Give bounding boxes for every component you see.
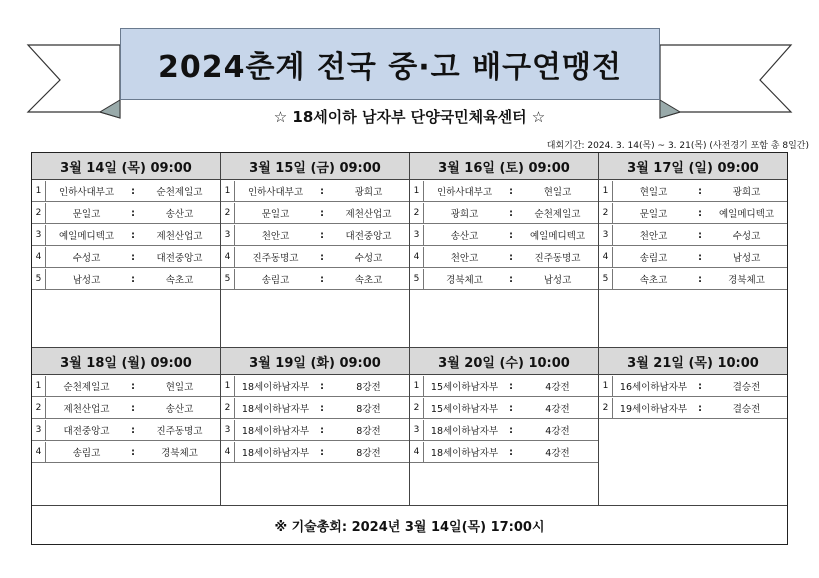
match-row	[32, 420, 220, 441]
day-column	[410, 153, 599, 347]
day-header: 3월 21일 (목) 10:00	[599, 348, 787, 375]
team-a: 제천산업고	[63, 404, 110, 415]
team-a: 순천제일고	[63, 382, 110, 393]
team-a: 문일고	[639, 209, 668, 220]
vs-separator: :	[509, 251, 513, 263]
match-row	[32, 269, 220, 290]
team-a: 인하사대부고	[436, 187, 493, 198]
team-a: 경북체고	[446, 275, 483, 286]
team-a: 천안고	[261, 231, 290, 242]
team-a: 송림고	[639, 253, 668, 264]
match-number: 1	[32, 376, 46, 396]
vs-separator: :	[131, 229, 135, 241]
team-a: 18세이하남자부	[241, 426, 310, 437]
match-number: 1	[221, 376, 235, 396]
match-row	[599, 203, 787, 224]
team-a: 문일고	[72, 209, 101, 220]
team-a: 15세이하남자부	[430, 404, 499, 415]
match-row	[221, 376, 409, 397]
schedule-week-1	[32, 153, 787, 347]
match-number: 4	[599, 247, 613, 267]
vs-separator: :	[509, 207, 513, 219]
day-column	[221, 348, 410, 506]
match-row	[221, 269, 409, 290]
match-row	[599, 225, 787, 246]
team-a: 천안고	[639, 231, 668, 242]
day-column	[599, 153, 787, 347]
day-header: 3월 15일 (금) 09:00	[221, 153, 409, 180]
team-b: 4강전	[545, 404, 570, 415]
match-number: 4	[32, 247, 46, 267]
match-number: 3	[221, 420, 235, 440]
team-a: 예일메디텍고	[58, 231, 115, 242]
tournament-period: 대회기간: 2024. 3. 14(목) ~ 3. 21(목) (사전경기 포함 총 8일간)	[546, 141, 809, 151]
schedule-week-2	[32, 347, 787, 506]
subtitle: ☆ 18세이하 남자부 단양국민체육센터 ☆	[273, 108, 546, 126]
team-b: 예일메디텍고	[529, 231, 586, 242]
match-number: 1	[599, 181, 613, 201]
team-b: 송산고	[165, 209, 194, 220]
vs-separator: :	[509, 424, 513, 436]
match-row	[599, 181, 787, 202]
team-b: 현일고	[543, 187, 572, 198]
day-header: 3월 14일 (목) 09:00	[32, 153, 220, 180]
day-header: 3월 16일 (토) 09:00	[410, 153, 598, 180]
schedule-table	[31, 152, 788, 545]
match-number: 1	[410, 181, 424, 201]
team-b: 예일메디텍고	[718, 209, 775, 220]
match-row	[221, 420, 409, 441]
day-column	[32, 348, 221, 506]
vs-separator: :	[509, 185, 513, 197]
match-number: 2	[410, 398, 424, 418]
vs-separator: :	[698, 402, 702, 414]
match-row	[221, 203, 409, 224]
match-number: 2	[32, 203, 46, 223]
team-b: 수성고	[354, 253, 383, 264]
day-column	[32, 153, 221, 347]
vs-separator: :	[320, 380, 324, 392]
team-b: 속초고	[165, 275, 194, 286]
match-number: 4	[221, 442, 235, 462]
match-number: 2	[599, 203, 613, 223]
vs-separator: :	[698, 185, 702, 197]
day-column	[410, 348, 599, 506]
vs-separator: :	[509, 380, 513, 392]
team-b: 현일고	[165, 382, 194, 393]
vs-separator: :	[320, 446, 324, 458]
match-row	[32, 442, 220, 463]
team-b: 4강전	[545, 426, 570, 437]
match-row	[221, 398, 409, 419]
vs-separator: :	[320, 185, 324, 197]
team-a: 천안고	[450, 253, 479, 264]
match-number: 3	[599, 225, 613, 245]
team-a: 18세이하남자부	[430, 448, 499, 459]
team-b: 8강전	[356, 382, 381, 393]
match-row	[410, 203, 598, 224]
match-number: 5	[32, 269, 46, 289]
day-column	[221, 153, 410, 347]
match-row	[32, 181, 220, 202]
team-a: 인하사대부고	[58, 187, 115, 198]
vs-separator: :	[131, 446, 135, 458]
match-row	[410, 269, 598, 290]
match-number: 3	[410, 225, 424, 245]
team-a: 송림고	[261, 275, 290, 286]
vs-separator: :	[131, 185, 135, 197]
match-number: 2	[32, 398, 46, 418]
vs-separator: :	[698, 207, 702, 219]
match-row	[410, 420, 598, 441]
team-a: 19세이하남자부	[619, 404, 688, 415]
match-number: 2	[410, 203, 424, 223]
team-b: 남성고	[543, 275, 572, 286]
day-column	[599, 348, 787, 506]
team-b: 대전중앙고	[156, 253, 203, 264]
match-number: 3	[32, 225, 46, 245]
vs-separator: :	[698, 273, 702, 285]
team-b: 수성고	[732, 231, 761, 242]
team-b: 광희고	[732, 187, 761, 198]
vs-separator: :	[320, 402, 324, 414]
team-a: 진주동명고	[252, 253, 299, 264]
team-b: 제천산업고	[156, 231, 203, 242]
technical-meeting-note: ※ 기술총회: 2024년 3월 14일(목) 17:00시	[32, 505, 787, 544]
team-b: 4강전	[545, 382, 570, 393]
team-a: 18세이하남자부	[241, 382, 310, 393]
team-b: 진주동명고	[156, 426, 203, 437]
match-number: 4	[32, 442, 46, 462]
team-a: 광희고	[450, 209, 479, 220]
team-b: 순천제일고	[534, 209, 581, 220]
match-row	[221, 442, 409, 463]
match-number: 5	[221, 269, 235, 289]
match-row	[32, 247, 220, 268]
match-number: 3	[32, 420, 46, 440]
page-title: 2024춘계 전국 중·고 배구연맹전	[120, 28, 660, 100]
team-b: 순천제일고	[156, 187, 203, 198]
team-b: 대전중앙고	[345, 231, 392, 242]
match-row	[410, 398, 598, 419]
team-b: 8강전	[356, 448, 381, 459]
vs-separator: :	[320, 229, 324, 241]
vs-separator: :	[320, 207, 324, 219]
match-number: 5	[599, 269, 613, 289]
vs-separator: :	[131, 251, 135, 263]
match-number: 2	[221, 203, 235, 223]
team-a: 현일고	[639, 187, 668, 198]
day-header: 3월 18일 (월) 09:00	[32, 348, 220, 375]
team-b: 8강전	[356, 404, 381, 415]
team-a: 송림고	[72, 448, 101, 459]
match-number: 2	[221, 398, 235, 418]
team-b: 경북체고	[161, 448, 198, 459]
match-number: 1	[221, 181, 235, 201]
match-row	[32, 203, 220, 224]
vs-separator: :	[320, 424, 324, 436]
team-b: 속초고	[354, 275, 383, 286]
vs-separator: :	[698, 251, 702, 263]
vs-separator: :	[320, 251, 324, 263]
team-a: 수성고	[72, 253, 101, 264]
match-row	[410, 442, 598, 463]
team-b: 결승전	[732, 404, 761, 415]
match-number: 3	[410, 420, 424, 440]
team-a: 18세이하남자부	[241, 448, 310, 459]
match-row	[410, 376, 598, 397]
match-number: 3	[221, 225, 235, 245]
match-number: 4	[221, 247, 235, 267]
match-row	[410, 225, 598, 246]
vs-separator: :	[131, 207, 135, 219]
team-b: 광희고	[354, 187, 383, 198]
match-row	[599, 376, 787, 397]
team-a: 16세이하남자부	[619, 382, 688, 393]
team-b: 제천산업고	[345, 209, 392, 220]
team-a: 속초고	[639, 275, 668, 286]
match-row	[221, 225, 409, 246]
match-row	[410, 247, 598, 268]
day-header: 3월 17일 (일) 09:00	[599, 153, 787, 180]
team-a: 18세이하남자부	[430, 426, 499, 437]
match-number: 4	[410, 247, 424, 267]
team-a: 인하사대부고	[247, 187, 304, 198]
team-a: 대전중앙고	[63, 426, 110, 437]
vs-separator: :	[509, 402, 513, 414]
day-header: 3월 20일 (수) 10:00	[410, 348, 598, 375]
match-number: 2	[599, 398, 613, 418]
vs-separator: :	[509, 273, 513, 285]
match-number: 1	[32, 181, 46, 201]
team-b: 4강전	[545, 448, 570, 459]
match-number: 5	[410, 269, 424, 289]
team-b: 8강전	[356, 426, 381, 437]
match-row	[221, 247, 409, 268]
team-a: 남성고	[72, 275, 101, 286]
match-row	[32, 376, 220, 397]
vs-separator: :	[509, 446, 513, 458]
day-header: 3월 19일 (화) 09:00	[221, 348, 409, 375]
team-a: 문일고	[261, 209, 290, 220]
match-number: 4	[410, 442, 424, 462]
match-row	[32, 398, 220, 419]
team-b: 경북체고	[728, 275, 765, 286]
team-b: 결승전	[732, 382, 761, 393]
vs-separator: :	[698, 380, 702, 392]
team-a: 15세이하남자부	[430, 382, 499, 393]
vs-separator: :	[131, 380, 135, 392]
team-a: 송산고	[450, 231, 479, 242]
vs-separator: :	[320, 273, 324, 285]
match-row	[221, 181, 409, 202]
vs-separator: :	[509, 229, 513, 241]
match-number: 1	[410, 376, 424, 396]
match-number: 1	[599, 376, 613, 396]
match-row	[599, 269, 787, 290]
match-row	[599, 247, 787, 268]
vs-separator: :	[698, 229, 702, 241]
vs-separator: :	[131, 402, 135, 414]
match-row	[32, 225, 220, 246]
team-b: 송산고	[165, 404, 194, 415]
team-b: 남성고	[732, 253, 761, 264]
match-row	[410, 181, 598, 202]
team-a: 18세이하남자부	[241, 404, 310, 415]
vs-separator: :	[131, 424, 135, 436]
team-b: 진주동명고	[534, 253, 581, 264]
vs-separator: :	[131, 273, 135, 285]
match-row	[599, 398, 787, 419]
